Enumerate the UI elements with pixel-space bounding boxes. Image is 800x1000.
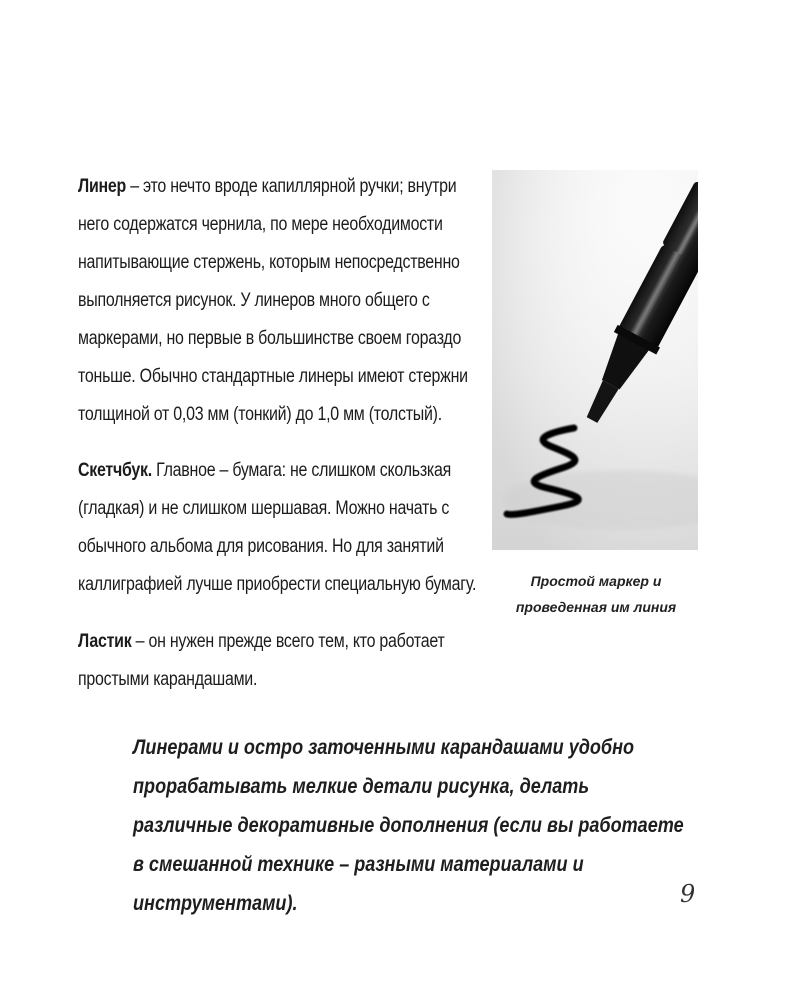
marker-with-line-illustration: [492, 170, 698, 550]
sketchbook-description: Главное – бумага: не слишком скользкая (гладкая) и не слишком шершавая. Можно начать с обычного альбома для рисования. Но для занятий каллиграфией лучше приобрести специальную бумагу.: [78, 460, 477, 595]
tip-block: [133, 728, 696, 923]
figure-caption: Простой маркер и проведенная им линия: [515, 573, 677, 615]
page-number: 9: [680, 880, 696, 908]
term-sketchbook: Скетчбук.: [78, 460, 152, 481]
paragraph-liner: [78, 168, 490, 434]
eraser-description: – он нужен прежде всего тем, кто работает простыми карандашами.: [78, 631, 445, 690]
paragraph-sketchbook: [78, 452, 490, 604]
term-liner: Линер: [78, 176, 127, 197]
marker-photo: [492, 170, 698, 550]
liner-description: – это нечто вроде капиллярной ручки; внутри него содержатся чернила, по мере необходимости напитывающие стержень, которым непосредственно выполняется рисунок. У линеров много общего с маркерами, но первые в большинстве своем гораздо тоньше. Обычно стандартные линеры имеют стержни толщиной от 0,03 мм (тонкий) до 1,0 мм (толстый).: [78, 176, 468, 425]
term-eraser: Ластик: [78, 631, 132, 652]
tip-text: Линерами и остро заточенными карандашами удобно прорабатывать мелкие детали рисунка, делать различные декоративные дополнения (если вы работаете в смешанной технике – разными материалами и инструментами).: [133, 736, 684, 915]
paragraph-eraser: [78, 623, 490, 699]
